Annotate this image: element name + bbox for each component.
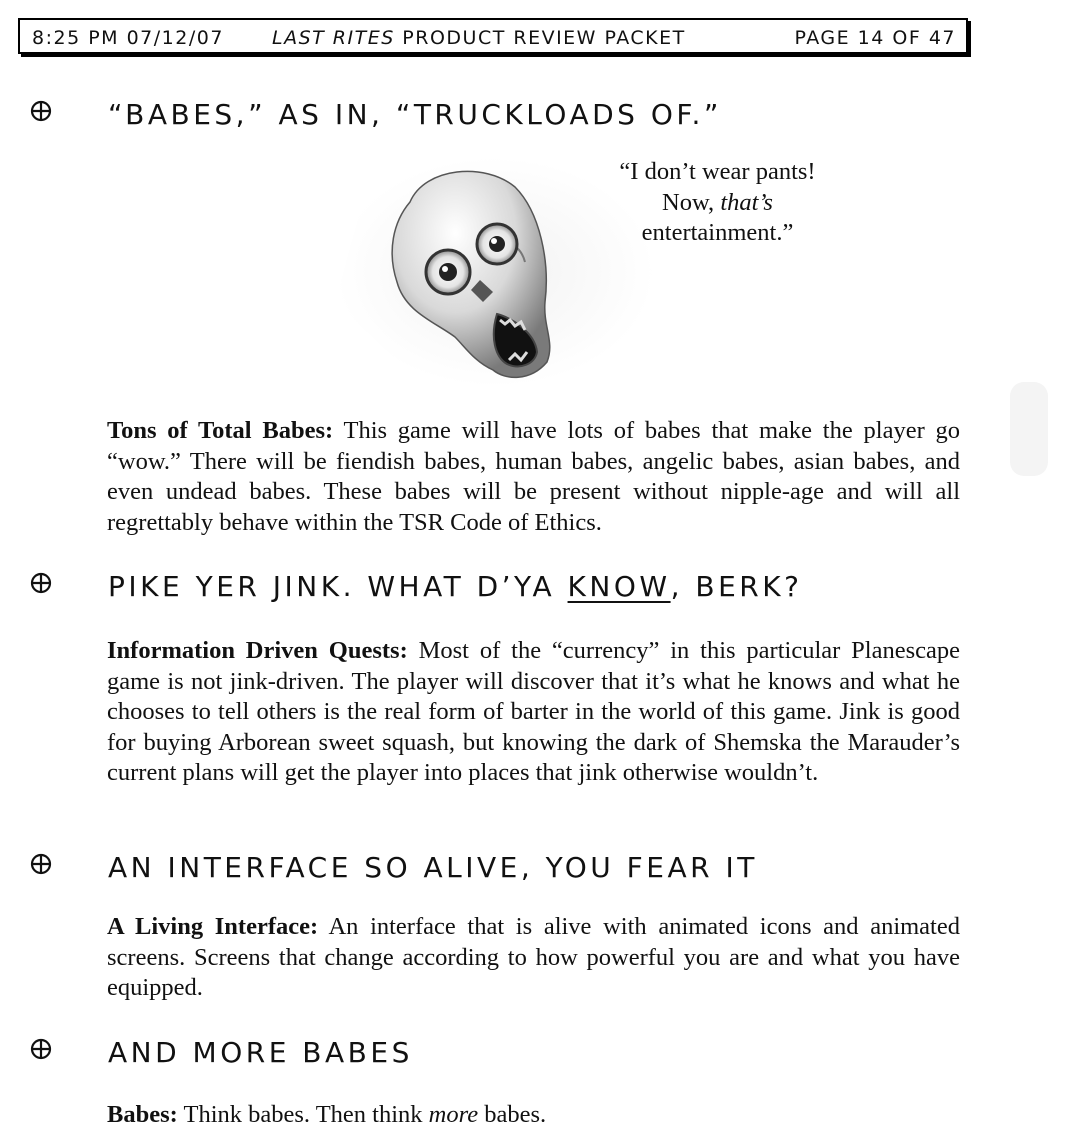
heading-underlined: KNOW bbox=[567, 570, 671, 603]
section-bullet-icon bbox=[30, 100, 52, 122]
quote-line-1: “I don’t wear pants! bbox=[619, 158, 816, 185]
paragraph-body: Most of the “currency” in this particular Planescape game is not jink-driven. The player will discover that it’s what he knows and what he chooses to tell others is the real form of barter in the world of this game. Jink is good for buying Arborean sweet squash, but knowing the dark of Shemska the Marauder’s current plans will get the player into places that jink otherwise wouldn’t. bbox=[107, 637, 960, 786]
paragraph-living-interface bbox=[107, 912, 960, 1004]
quote-line-3: entertainment.” bbox=[641, 219, 794, 246]
header-page-number: PAGE 14 OF 47 bbox=[794, 27, 956, 49]
quote-line-2 bbox=[590, 188, 845, 219]
paragraph-body: This game will have lots of babes that make the player go “wow.” There will be fiendish babes, human babes, angelic babes, asian babes, and even undead babes. These babes will be present without nipple-age and will all regrettably behave within the TSR Code of Ethics. bbox=[107, 417, 961, 536]
header-title bbox=[272, 27, 686, 49]
section-heading-text: “BABES,” AS IN, “TRUCKLOADS OF.” bbox=[108, 98, 722, 131]
scroll-indicator[interactable] bbox=[1010, 382, 1048, 476]
paragraph-label: Babes: bbox=[107, 1101, 178, 1128]
header-timestamp: 8:25 PM 07/12/07 bbox=[32, 27, 224, 49]
page-header bbox=[18, 18, 968, 54]
header-title-game: LAST RITES bbox=[272, 27, 395, 49]
paragraph-more-babes bbox=[107, 1100, 960, 1131]
paragraph-label: Information Driven Quests: bbox=[107, 637, 408, 664]
section-heading-text bbox=[108, 570, 802, 603]
section-heading-jink bbox=[30, 570, 980, 610]
section-heading-text: AND MORE BABES bbox=[108, 1036, 413, 1069]
quote-line-2-italic: that’s bbox=[720, 188, 773, 216]
section-heading-text: AN INTERFACE SO ALIVE, YOU FEAR IT bbox=[108, 851, 758, 884]
section-bullet-icon bbox=[30, 853, 52, 875]
paragraph-information-quests bbox=[107, 636, 960, 789]
section-bullet-icon bbox=[30, 1038, 52, 1060]
paragraph-body-italic: more bbox=[428, 1101, 479, 1128]
heading-post: , BERK? bbox=[670, 570, 803, 603]
section-bullet-icon bbox=[30, 572, 52, 594]
quote-line-2-pre: Now, bbox=[662, 188, 721, 216]
heading-pre: PIKE YER JINK. WHAT D’YA bbox=[108, 570, 568, 603]
section-heading-more-babes bbox=[30, 1036, 980, 1076]
paragraph-body: An interface that is alive with animated icons and animated screens. Screens that change according to how powerful you are and what you have equipped. bbox=[107, 913, 960, 1001]
skull-quote bbox=[590, 157, 845, 249]
paragraph-label: Tons of Total Babes: bbox=[107, 417, 334, 444]
section-heading-babes bbox=[30, 98, 980, 138]
header-title-rest: PRODUCT REVIEW PACKET bbox=[394, 27, 686, 49]
paragraph-babes bbox=[107, 416, 960, 538]
paragraph-label: A Living Interface: bbox=[107, 913, 319, 940]
section-heading-interface bbox=[30, 851, 980, 891]
paragraph-body-pre: Think babes. Then think bbox=[177, 1101, 429, 1128]
paragraph-body-post: babes. bbox=[478, 1101, 547, 1128]
